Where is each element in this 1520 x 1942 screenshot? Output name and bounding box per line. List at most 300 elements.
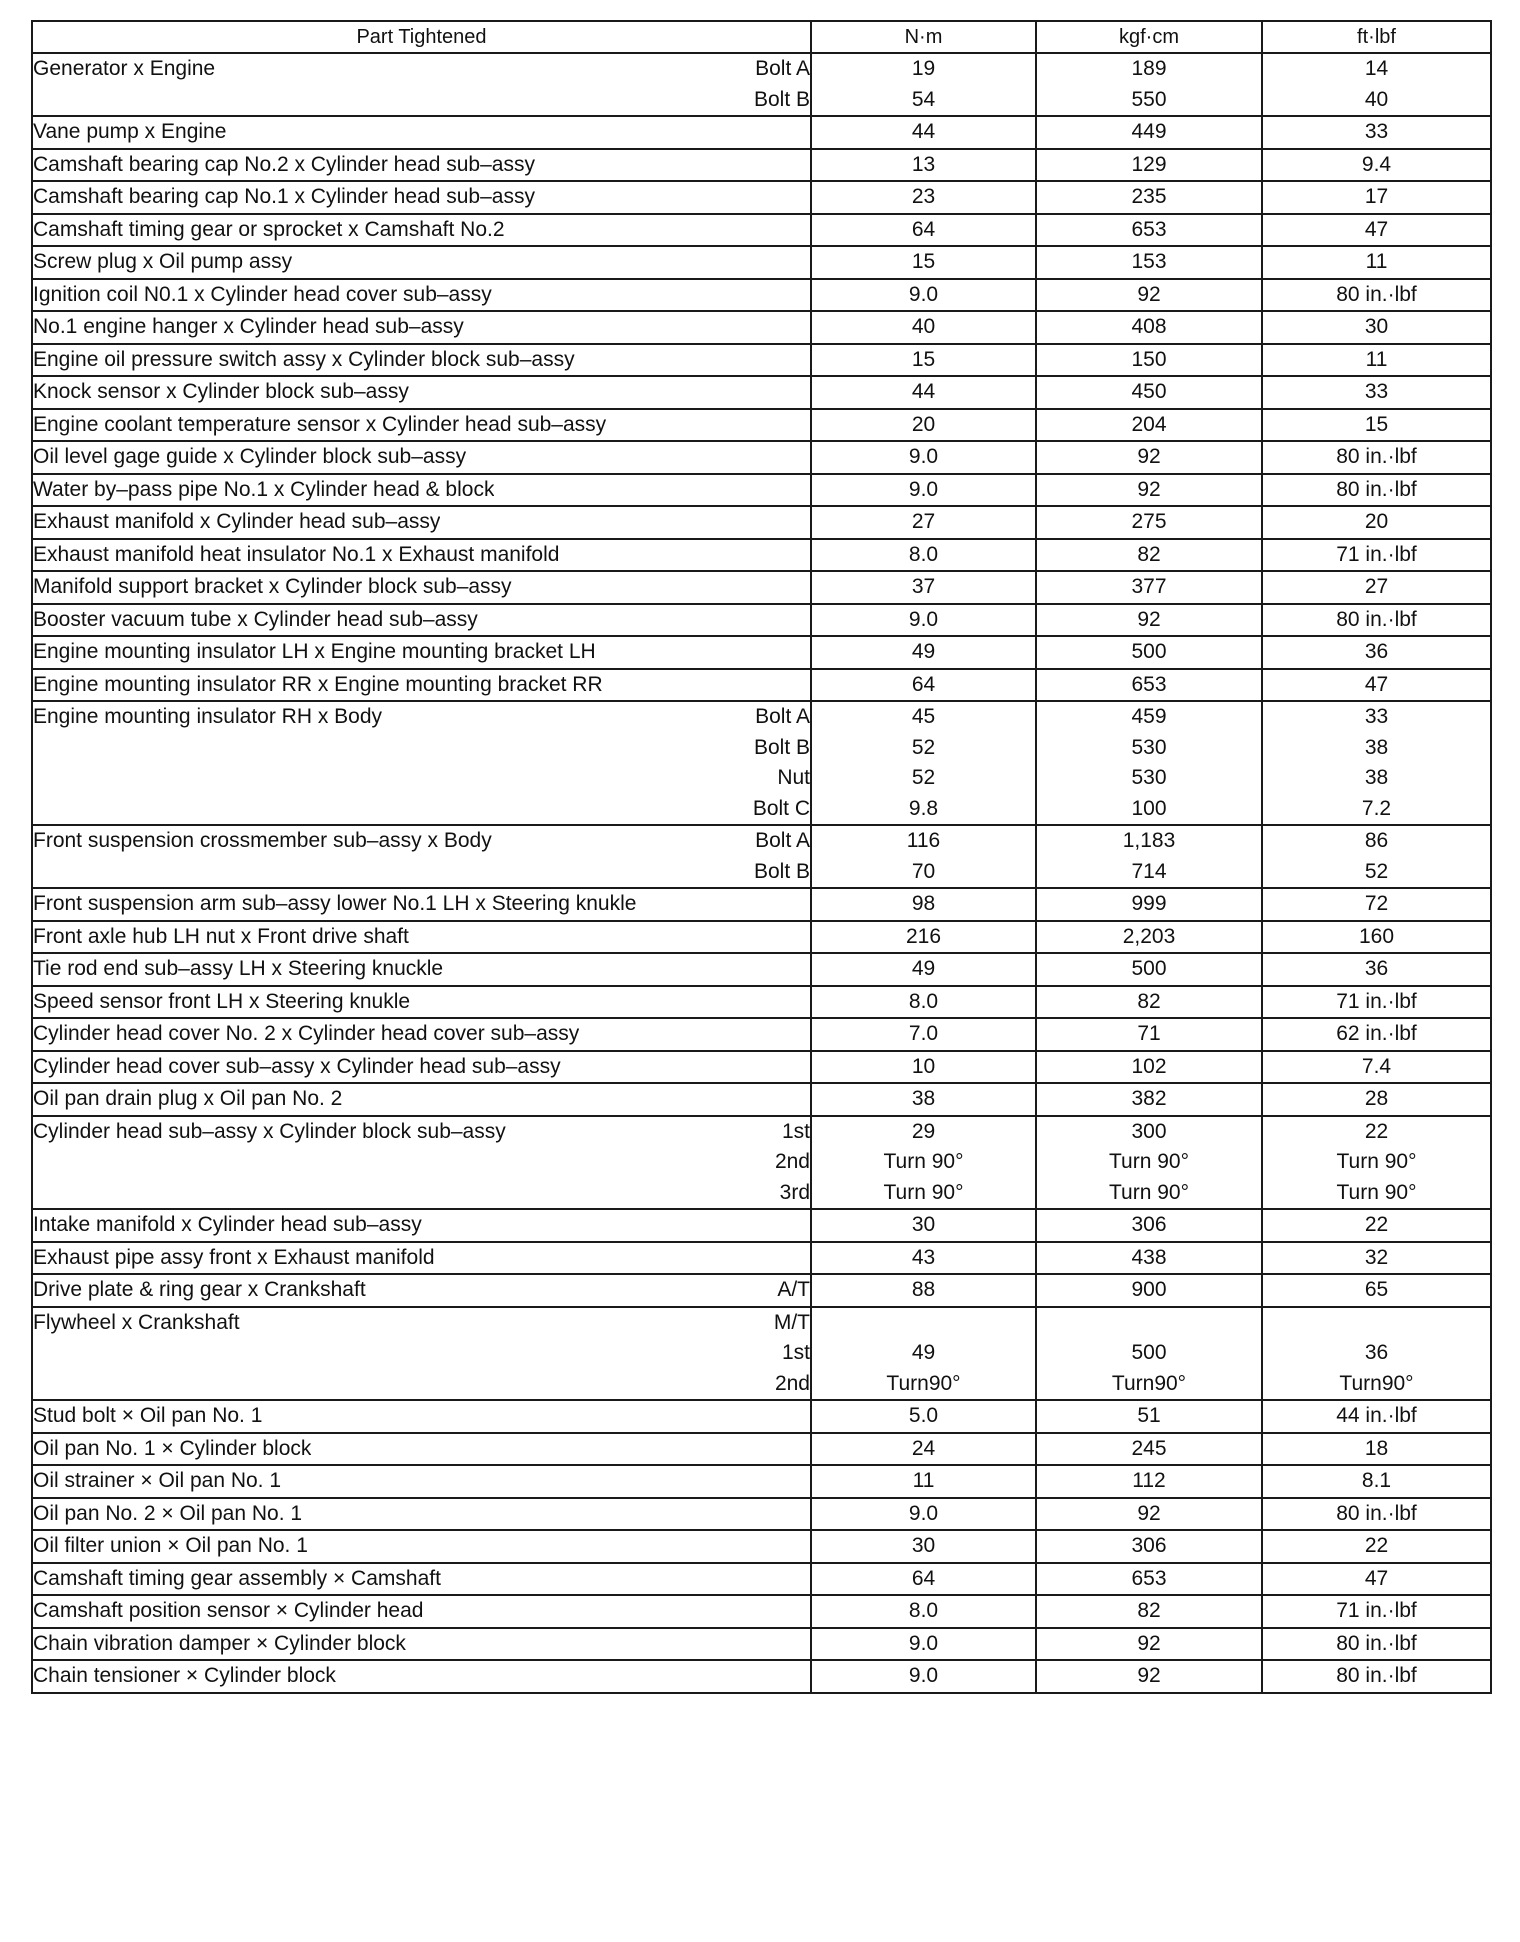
torque-kgf-cm-value: 92 [1137,477,1161,501]
torque-nm-cell [811,1465,1036,1498]
part-name: Engine mounting insulator RR x Engine mounting bracket RR [33,672,603,696]
torque-nm-value: 216 [905,924,942,948]
part-name: No.1 engine hanger x Cylinder head sub–assy [33,315,464,338]
part-name: Engine coolant temperature sensor x Cylinder head sub–assy [33,412,607,436]
torque-ft-lbf-cell [1262,1660,1491,1693]
part-cell [32,701,811,825]
torque-ft-lbf-value: 40 [1364,87,1389,111]
torque-ft-lbf-value: 80 in.·lbf [1336,477,1417,501]
part-name: Stud bolt × Oil pan No. 1 [33,1404,263,1427]
torque-ft-lbf-value: 36 [1364,957,1389,980]
part-cell [32,888,811,921]
torque-kgf-cm-value: 714 [1131,859,1167,883]
torque-kgf-cm-value: 300 [1131,1119,1167,1143]
table-row [32,246,1491,279]
torque-nm-cell [811,311,1036,344]
torque-kgf-cm-cell [1036,376,1262,409]
fastener-label: Bolt A [755,705,810,728]
torque-ft-lbf-value: 72 [1364,892,1389,915]
part-cell [32,344,811,377]
torque-kgf-cm-cell [1036,279,1262,312]
part-cell [32,1051,811,1084]
torque-ft-lbf-value: 36 [1364,640,1389,663]
part-name: Camshaft bearing cap No.2 x Cylinder head sub–assy [33,152,535,176]
torque-nm-value: 38 [911,1087,936,1110]
part-name: Oil level gage guide x Cylinder block sub–assy [33,445,467,468]
torque-nm-value: 43 [911,1245,936,1269]
table-row [32,1465,1491,1498]
torque-kgf-cm-value: 189 [1131,57,1167,80]
part-cell [32,539,811,572]
torque-kgf-cm-cell [1036,116,1262,149]
torque-kgf-cm-cell [1036,1307,1262,1401]
torque-ft-lbf-value: 8.1 [1361,1469,1392,1492]
table-row [32,1498,1491,1531]
torque-kgf-cm-value: 100 [1131,796,1167,820]
part-cell [32,474,811,507]
table-row [32,149,1491,182]
part-cell [32,149,811,182]
torque-nm-value: 64 [911,1566,936,1590]
fastener-label: Bolt B [753,735,810,759]
torque-ft-lbf-cell [1262,344,1491,377]
part-name: Manifold support bracket x Cylinder block sub–assy [33,575,512,598]
table-row [32,1274,1491,1307]
part-name: Oil pan No. 2 × Oil pan No. 1 [33,1501,303,1525]
part-name: Cylinder head sub–assy x Cylinder block sub–assy [33,1119,506,1143]
torque-ft-lbf-value: 11 [1365,347,1388,371]
torque-ft-lbf-value: 71 in.·lbf [1336,1599,1417,1622]
part-cell [32,825,811,888]
fastener-label: 1st [781,1119,810,1143]
torque-kgf-cm-value: 150 [1131,347,1167,371]
torque-ft-lbf-value: 11 [1365,250,1388,273]
torque-kgf-cm-value: 51 [1137,1404,1161,1427]
torque-ft-lbf-value: 62 in.·lbf [1336,1022,1417,1045]
torque-kgf-cm-value: 92 [1137,1501,1161,1525]
torque-nm-value: 9.0 [908,1501,939,1525]
part-cell [32,246,811,279]
torque-nm-value: 13 [911,152,936,176]
fastener-label: 2nd [774,1150,810,1173]
table-row [32,1660,1491,1693]
torque-ft-lbf-value: 28 [1364,1087,1389,1110]
part-cell [32,1563,811,1596]
torque-kgf-cm-cell [1036,1209,1262,1242]
table-row [32,1595,1491,1628]
torque-nm-cell [811,409,1036,442]
torque-nm-value: 8.0 [908,542,939,566]
part-name: Exhaust manifold heat insulator No.1 x Exhaust manifold [33,542,560,566]
torque-nm-value: 37 [911,575,936,598]
torque-nm-cell [811,53,1036,116]
part-name: Vane pump x Engine [33,120,227,143]
torque-kgf-cm-cell [1036,344,1262,377]
torque-kgf-cm-value: Turn90° [1111,1371,1187,1395]
torque-ft-lbf-value: 27 [1364,575,1389,598]
torque-ft-lbf-value: 80 in.·lbf [1336,1631,1417,1655]
part-cell [32,1400,811,1433]
part-name: Exhaust pipe assy front x Exhaust manifold [33,1245,435,1269]
part-name: Knock sensor x Cylinder block sub–assy [33,380,409,403]
torque-kgf-cm-value: 82 [1137,542,1161,566]
torque-kgf-cm-cell [1036,474,1262,507]
table-row [32,1051,1491,1084]
torque-nm-value: 45 [911,705,936,728]
torque-ft-lbf-value: 18 [1364,1436,1389,1460]
torque-nm-value: 49 [911,640,936,663]
torque-nm-value: 20 [911,412,936,436]
torque-kgf-cm-cell [1036,246,1262,279]
torque-nm-value: 29 [911,1119,936,1143]
torque-kgf-cm-cell [1036,1530,1262,1563]
part-cell [32,1083,811,1116]
torque-spec-table [31,20,1492,1694]
torque-nm-value: 30 [911,1534,936,1557]
torque-ft-lbf-cell [1262,1498,1491,1531]
torque-ft-lbf-value: 7.4 [1361,1054,1392,1078]
part-name: Camshaft position sensor × Cylinder head [33,1599,424,1622]
torque-nm-value: 64 [911,672,936,696]
torque-ft-lbf-cell [1262,986,1491,1019]
torque-nm-value: Turn 90° [883,1180,964,1204]
torque-nm-value: 7.0 [908,1022,939,1045]
torque-ft-lbf-cell [1262,1433,1491,1466]
torque-ft-lbf-cell [1262,701,1491,825]
torque-nm-cell [811,825,1036,888]
torque-kgf-cm-value: 129 [1131,152,1167,176]
torque-ft-lbf-cell [1262,1400,1491,1433]
table-row [32,279,1491,312]
part-cell [32,1465,811,1498]
torque-ft-lbf-cell [1262,53,1491,116]
torque-nm-value: 23 [911,185,936,208]
torque-kgf-cm-value: 438 [1131,1245,1167,1269]
torque-nm-value: 98 [911,892,936,915]
torque-kgf-cm-cell [1036,1116,1262,1210]
torque-ft-lbf-value: 22 [1364,1534,1389,1557]
torque-ft-lbf-cell [1262,669,1491,702]
torque-kgf-cm-value: 382 [1131,1087,1167,1110]
torque-kgf-cm-cell [1036,571,1262,604]
part-cell [32,116,811,149]
torque-nm-value: 64 [911,217,936,241]
torque-ft-lbf-cell [1262,825,1491,888]
table-row [32,376,1491,409]
torque-kgf-cm-value: 500 [1131,640,1167,663]
torque-kgf-cm-cell [1036,1595,1262,1628]
torque-nm-cell [811,921,1036,954]
torque-ft-lbf-cell [1262,474,1491,507]
torque-nm-value: 9.8 [908,796,939,820]
torque-kgf-cm-cell [1036,1628,1262,1661]
torque-kgf-cm-value: 82 [1137,1599,1161,1622]
torque-ft-lbf-cell [1262,1209,1491,1242]
torque-nm-cell [811,441,1036,474]
torque-ft-lbf-value: 71 in.·lbf [1336,542,1417,566]
part-cell [32,1433,811,1466]
torque-nm-value: 9.0 [908,445,939,468]
torque-kgf-cm-cell [1036,888,1262,921]
table-row [32,474,1491,507]
torque-ft-lbf-value: 33 [1364,380,1389,403]
torque-kgf-cm-value: 153 [1131,250,1167,273]
torque-nm-cell [811,214,1036,247]
torque-ft-lbf-value: 17 [1364,185,1389,208]
torque-ft-lbf-value: 32 [1364,1245,1389,1269]
torque-kgf-cm-value: 900 [1131,1278,1167,1301]
torque-kgf-cm-cell [1036,986,1262,1019]
part-cell [32,214,811,247]
torque-ft-lbf-value: 44 in.·lbf [1336,1404,1417,1427]
torque-nm-cell [811,1018,1036,1051]
part-name: Engine mounting insulator RH x Body [33,705,383,728]
table-row [32,1083,1491,1116]
part-cell [32,1116,811,1210]
torque-nm-value: 9.0 [908,1631,939,1655]
torque-kgf-cm-cell [1036,1083,1262,1116]
torque-ft-lbf-cell [1262,376,1491,409]
torque-nm-cell [811,1563,1036,1596]
part-name: Water by–pass pipe No.1 x Cylinder head & block [33,477,495,501]
torque-kgf-cm-cell [1036,1400,1262,1433]
torque-kgf-cm-cell [1036,669,1262,702]
torque-nm-value: 40 [911,315,936,338]
table-row [32,311,1491,344]
torque-ft-lbf-cell [1262,181,1491,214]
torque-ft-lbf-cell [1262,246,1491,279]
torque-ft-lbf-cell [1262,571,1491,604]
fastener-labels [753,702,810,824]
torque-nm-value: 5.0 [908,1404,939,1427]
part-name: Drive plate & ring gear x Crankshaft [33,1278,366,1301]
header-ft-lbf: ft·lbf [1262,21,1491,53]
torque-kgf-cm-cell [1036,1242,1262,1275]
torque-ft-lbf-value: 47 [1364,217,1389,241]
table-row [32,888,1491,921]
part-cell [32,506,811,539]
torque-kgf-cm-value [1037,1308,1261,1339]
part-name: Front suspension crossmember sub–assy x Body [33,829,492,852]
torque-kgf-cm-value: 500 [1131,957,1167,980]
part-cell [32,311,811,344]
torque-nm-value: 19 [911,57,936,80]
torque-ft-lbf-value: 33 [1364,705,1389,728]
part-cell [32,571,811,604]
part-name: Speed sensor front LH x Steering knukle [33,989,411,1013]
torque-ft-lbf-value: 47 [1364,1566,1389,1590]
torque-nm-value: 116 [906,829,941,852]
torque-kgf-cm-value: 450 [1131,380,1167,403]
torque-ft-lbf-value: 22 [1364,1213,1389,1236]
torque-kgf-cm-value: 306 [1131,1534,1167,1557]
part-cell [32,181,811,214]
table-row [32,669,1491,702]
part-name: Ignition coil N0.1 x Cylinder head cover sub–assy [33,282,492,306]
part-cell [32,986,811,1019]
torque-nm-cell [811,1307,1036,1401]
torque-nm-cell [811,888,1036,921]
torque-nm-value: 44 [911,380,936,403]
table-row [32,1018,1491,1051]
part-name: Tie rod end sub–assy LH x Steering knuckle [33,957,444,980]
part-cell [32,1242,811,1275]
torque-ft-lbf-value: 33 [1364,120,1389,143]
torque-kgf-cm-cell [1036,1051,1262,1084]
torque-kgf-cm-cell [1036,1498,1262,1531]
torque-nm-value: 10 [911,1054,936,1078]
torque-ft-lbf-cell [1262,1307,1491,1401]
torque-nm-cell [811,1116,1036,1210]
torque-kgf-cm-value: 92 [1137,607,1161,631]
torque-kgf-cm-value: 459 [1131,705,1167,728]
torque-spec-sheet [31,20,1490,1694]
table-row [32,1209,1491,1242]
torque-ft-lbf-cell [1262,1018,1491,1051]
fastener-labels [754,826,810,887]
table-row [32,604,1491,637]
torque-kgf-cm-value: 92 [1137,445,1161,468]
torque-ft-lbf-value: Turn 90° [1336,1180,1417,1204]
torque-ft-lbf-value: 9.4 [1361,152,1392,176]
part-name: Booster vacuum tube x Cylinder head sub–assy [33,607,478,631]
torque-nm-value: Turn 90° [883,1150,964,1173]
torque-ft-lbf-value: 36 [1364,1341,1389,1364]
torque-kgf-cm-value: Turn 90° [1109,1150,1189,1173]
torque-nm-value: Turn90° [886,1371,961,1395]
part-name: Generator x Engine [33,57,216,80]
torque-ft-lbf-cell [1262,116,1491,149]
torque-ft-lbf-value: 47 [1364,672,1389,696]
torque-nm-value: 52 [911,766,936,789]
torque-ft-lbf-value: 80 in.·lbf [1336,1664,1417,1687]
torque-kgf-cm-cell [1036,1433,1262,1466]
part-name: Camshaft timing gear assembly × Camshaft [33,1566,441,1590]
torque-kgf-cm-cell [1036,1465,1262,1498]
torque-kgf-cm-value: 275 [1131,510,1167,533]
part-cell [32,376,811,409]
part-cell [32,953,811,986]
part-cell [32,1530,811,1563]
table-row [32,1116,1491,1210]
torque-ft-lbf-value: 38 [1364,766,1389,789]
fastener-label: Bolt A [755,57,810,80]
part-name: Oil strainer × Oil pan No. 1 [33,1469,282,1492]
torque-ft-lbf-value: 52 [1364,859,1389,883]
header-nm: N·m [811,21,1036,53]
torque-nm-value: 27 [911,510,936,533]
part-name: Oil pan No. 1 × Cylinder block [33,1436,312,1460]
table-row [32,539,1491,572]
table-row [32,116,1491,149]
torque-nm-cell [811,1530,1036,1563]
table-row [32,636,1491,669]
torque-kgf-cm-cell [1036,701,1262,825]
torque-ft-lbf-cell [1262,1242,1491,1275]
torque-nm-cell [811,669,1036,702]
part-cell [32,921,811,954]
torque-kgf-cm-value: 550 [1131,87,1167,111]
fastener-label: Bolt B [753,87,810,111]
torque-ft-lbf-cell [1262,1595,1491,1628]
table-row [32,986,1491,1019]
table-row [32,214,1491,247]
part-cell [32,409,811,442]
torque-ft-lbf-value: 15 [1364,412,1389,436]
torque-kgf-cm-cell [1036,1563,1262,1596]
torque-nm-cell [811,1242,1036,1275]
table-row [32,441,1491,474]
torque-nm-value: 49 [911,1341,936,1364]
torque-ft-lbf-cell [1262,953,1491,986]
torque-kgf-cm-value: 204 [1131,412,1167,436]
torque-kgf-cm-value: 245 [1131,1436,1167,1460]
torque-nm-value: 9.0 [908,1664,939,1687]
torque-nm-value: 9.0 [908,607,939,631]
torque-ft-lbf-value: 20 [1364,510,1389,533]
torque-kgf-cm-value: 92 [1137,1664,1161,1687]
torque-ft-lbf-cell [1262,604,1491,637]
torque-nm-value: 9.0 [908,282,939,306]
fastener-label: A/T [777,1278,810,1301]
table-row [32,953,1491,986]
part-name: Engine mounting insulator LH x Engine mounting bracket LH [33,640,596,663]
torque-ft-lbf-value: 86 [1364,829,1389,852]
torque-nm-value: 52 [911,735,936,759]
torque-kgf-cm-value: 408 [1131,315,1167,338]
fastener-labels [777,1275,810,1306]
part-name: Camshaft timing gear or sprocket x Camshaft No.2 [33,217,505,241]
torque-nm-value: 30 [911,1213,936,1236]
torque-kgf-cm-cell [1036,441,1262,474]
torque-ft-lbf-value: 7.2 [1361,796,1392,820]
torque-kgf-cm-cell [1036,409,1262,442]
table-row [32,1433,1491,1466]
torque-nm-cell [811,1628,1036,1661]
torque-ft-lbf-value: 22 [1364,1119,1389,1143]
torque-kgf-cm-value: 530 [1131,766,1167,789]
torque-nm-cell [811,539,1036,572]
torque-kgf-cm-value: 92 [1137,1631,1161,1655]
torque-ft-lbf-cell [1262,279,1491,312]
part-name: Exhaust manifold x Cylinder head sub–assy [33,510,441,533]
torque-ft-lbf-cell [1262,311,1491,344]
torque-ft-lbf-cell [1262,1116,1491,1210]
table-row [32,921,1491,954]
torque-nm-cell [811,701,1036,825]
table-row [32,571,1491,604]
part-cell [32,1018,811,1051]
fastener-labels [774,1308,810,1400]
torque-ft-lbf-cell [1262,888,1491,921]
torque-nm-cell [811,474,1036,507]
torque-nm-cell [811,604,1036,637]
torque-nm-value: 15 [911,347,936,371]
torque-nm-cell [811,1660,1036,1693]
torque-ft-lbf-value: Turn 90° [1336,1150,1417,1173]
torque-ft-lbf-cell [1262,636,1491,669]
table-row [32,825,1491,888]
table-row [32,506,1491,539]
part-cell [32,441,811,474]
part-name: Flywheel x Crankshaft [33,1310,240,1334]
fastener-label: 3rd [779,1180,810,1204]
part-cell [32,1628,811,1661]
torque-ft-lbf-value: 71 in.·lbf [1336,989,1417,1013]
part-name: Cylinder head cover No. 2 x Cylinder head cover sub–assy [33,1022,580,1045]
torque-ft-lbf-cell [1262,1465,1491,1498]
torque-ft-lbf-cell [1262,1563,1491,1596]
